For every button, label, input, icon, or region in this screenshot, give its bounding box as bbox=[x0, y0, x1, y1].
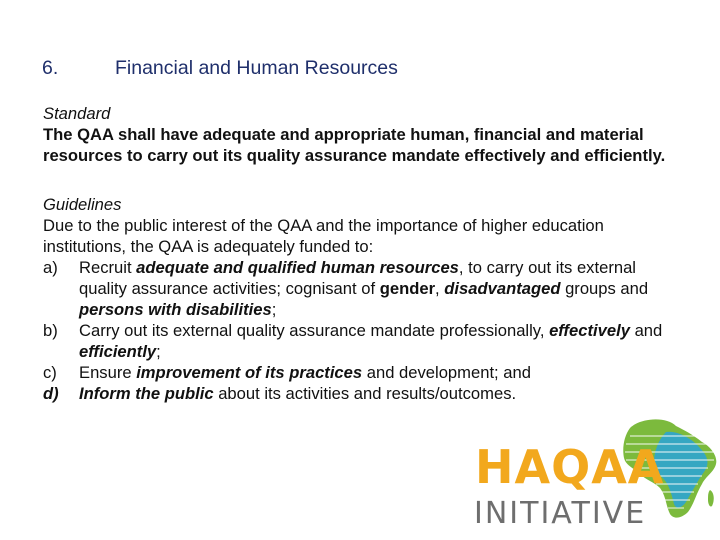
emphasis: gender bbox=[379, 279, 436, 298]
emphasis: efficiently bbox=[79, 342, 157, 361]
spacer bbox=[43, 166, 683, 194]
list-text: ; bbox=[156, 342, 161, 361]
emphasis: Inform the public bbox=[79, 384, 214, 403]
haqaa-logo bbox=[470, 412, 720, 537]
list-marker: c) bbox=[43, 363, 57, 382]
list-marker: b) bbox=[43, 321, 58, 340]
list-item-a bbox=[43, 257, 683, 320]
emphasis: persons with disabilities bbox=[79, 300, 272, 319]
guidelines-label: Guidelines bbox=[43, 195, 122, 214]
list-text: and development; and bbox=[362, 363, 531, 382]
standard-label: Standard bbox=[43, 104, 111, 123]
list-text: ; bbox=[271, 300, 277, 319]
content-body bbox=[43, 103, 683, 404]
logo-sub-text: INITIATIVE bbox=[474, 496, 647, 531]
guidelines-intro: Due to the public interest of the QAA and the importance of higher education institutions, the QAA is adequately funded to: bbox=[43, 216, 604, 256]
list-item-c bbox=[43, 362, 683, 383]
list-marker: a) bbox=[43, 258, 58, 277]
list-text: about its activities and results/outcomes. bbox=[213, 384, 517, 403]
list-marker: d) bbox=[43, 384, 59, 403]
list-text: Ensure bbox=[79, 363, 137, 382]
list-item-d bbox=[43, 383, 683, 404]
emphasis: improvement of its practices bbox=[136, 363, 363, 382]
section-title: Financial and Human Resources bbox=[115, 57, 398, 79]
list-text: and bbox=[629, 321, 663, 340]
section-number: 6. bbox=[42, 57, 59, 79]
list-text: , to carry out its external quality assurance activities; cognisant of bbox=[79, 258, 636, 298]
emphasis: effectively bbox=[549, 321, 630, 340]
list-item-b bbox=[43, 320, 683, 362]
list-text: groups and bbox=[560, 279, 649, 298]
list-text: Recruit bbox=[79, 258, 137, 277]
emphasis: adequate and qualified human resources bbox=[136, 258, 459, 277]
section-heading bbox=[42, 57, 398, 80]
emphasis: disadvantaged bbox=[444, 279, 561, 298]
standard-text: The QAA shall have adequate and appropriate human, financial and material resources to carry out its quality assurance mandate effectively and efficiently. bbox=[43, 125, 666, 165]
list-text: , bbox=[435, 279, 445, 298]
guidelines-list bbox=[43, 257, 683, 404]
list-text: Carry out its external quality assurance mandate professionally, bbox=[79, 321, 550, 340]
logo-main-text: HAQAA bbox=[475, 440, 665, 494]
